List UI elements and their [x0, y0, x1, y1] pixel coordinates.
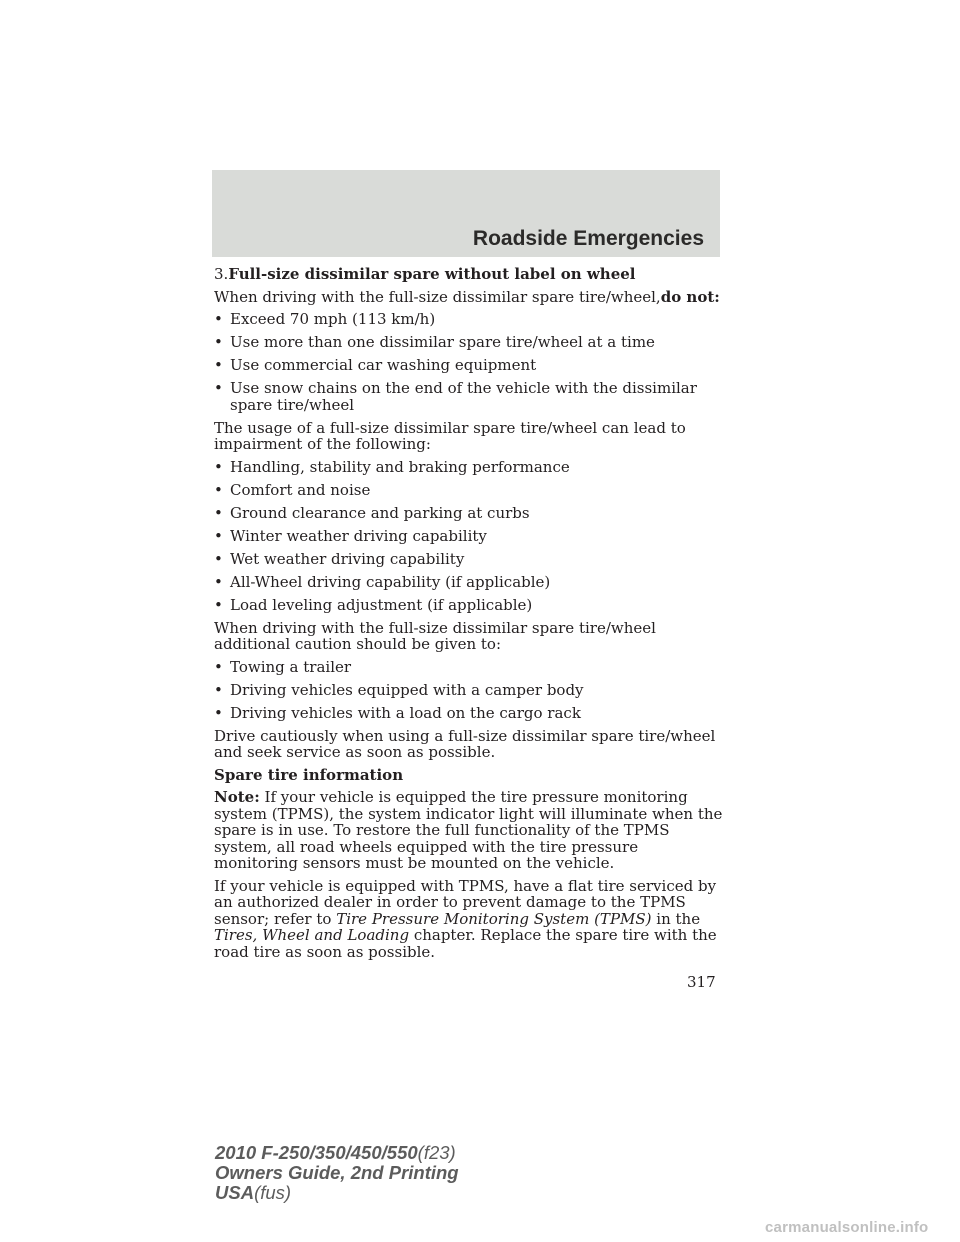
list-item-text: Ground clearance and parking at curbs	[230, 503, 530, 522]
section-3-number: 3.	[214, 265, 229, 283]
list-item-text: Wet weather driving capability	[230, 549, 465, 568]
bullet-icon: •	[214, 680, 223, 699]
watermark: carmanualsonline.info	[765, 1219, 929, 1236]
list-item	[214, 682, 724, 699]
caution-list	[214, 659, 724, 722]
bullet-icon: •	[214, 572, 223, 591]
list-item	[214, 380, 724, 413]
footer-market: USA	[215, 1182, 255, 1203]
note-paragraph	[214, 789, 724, 872]
footer-guide-line: Owners Guide, 2nd Printing	[215, 1162, 459, 1183]
bullet-icon: •	[214, 703, 223, 722]
list-item-text: Use snow chains on the end of the vehicle with the dissimilar spare tire/wheel	[230, 379, 697, 414]
do-not-list	[214, 311, 724, 413]
list-item-text: Towing a trailer	[230, 657, 352, 676]
section-header-band	[212, 170, 720, 257]
drive-cautiously-paragraph: Drive cautiously when using a full-size dissimilar spare tire/wheel and seek service as soon as possible.	[214, 726, 716, 761]
bullet-icon: •	[214, 356, 223, 374]
list-item-text: Comfort and noise	[230, 480, 371, 499]
list-item-text: Handling, stability and braking performance	[230, 457, 570, 476]
tpms-text-2: in the	[651, 909, 701, 928]
list-item-text: Load leveling adjustment (if applicable)	[230, 595, 533, 614]
section-3-title: Full-size dissimilar spare without label on wheel	[228, 265, 636, 283]
caution-intro: When driving with the full-size dissimilar spare tire/wheel additional caution should be given to:	[214, 618, 656, 653]
chapter-reference: Tires, Wheel and Loading	[214, 926, 410, 944]
tpms-text-3: chapter. Replace the spare tire with the road tire as soon as possible.	[214, 926, 717, 961]
impairment-intro: The usage of a full-size dissimilar spare tire/wheel can lead to impairment of the following:	[214, 418, 686, 453]
footer	[215, 1143, 459, 1203]
bullet-icon: •	[214, 657, 223, 676]
section-3-heading	[214, 266, 724, 283]
note-label: Note:	[214, 788, 260, 806]
tpms-text-1: If your vehicle is equipped with TPMS, have a flat tire serviced by an authorized dealer in order to prevent damage to the TPMS sensor; refer to	[214, 876, 717, 928]
bullet-icon: •	[214, 333, 223, 351]
spare-tire-heading: Spare tire information	[214, 765, 404, 784]
list-item	[214, 459, 724, 476]
list-item	[214, 334, 724, 351]
list-item	[214, 505, 724, 522]
list-item-text: Use commercial car washing equipment	[230, 356, 537, 374]
intro-paragraph	[214, 289, 724, 306]
list-item-text: Driving vehicles equipped with a camper body	[230, 680, 584, 699]
footer-model-code: (f23)	[417, 1142, 456, 1163]
list-item	[214, 659, 724, 676]
footer-market-line	[215, 1183, 459, 1203]
note-text: If your vehicle is equipped the tire pressure monitoring system (TPMS), the system indicator light will illuminate when the spare is in use. To restore the full functionality of the TPMS system, all road wheels equipped with the tire pressure monitoring sensors must be mounted on the vehicle.	[214, 788, 723, 872]
bullet-icon: •	[214, 503, 223, 522]
list-item	[214, 551, 724, 568]
intro-emphasis: do not:	[660, 287, 720, 306]
bullet-icon: •	[214, 595, 223, 614]
list-item	[214, 528, 724, 545]
footer-market-code: (fus)	[254, 1182, 292, 1203]
page-number: 317	[687, 973, 716, 991]
list-item	[214, 597, 724, 614]
bullet-icon: •	[214, 549, 223, 568]
list-item-text: Driving vehicles with a load on the cargo rack	[230, 703, 581, 722]
bullet-icon: •	[214, 480, 223, 499]
footer-model-line	[215, 1143, 459, 1163]
section-title: Roadside Emergencies	[472, 227, 704, 250]
bullet-icon: •	[214, 310, 223, 328]
list-item	[214, 311, 724, 328]
list-item	[214, 574, 724, 591]
impairment-list	[214, 459, 724, 614]
footer-model: 2010 F-250/350/450/550	[215, 1142, 418, 1163]
list-item-text: Use more than one dissimilar spare tire/wheel at a time	[230, 333, 655, 351]
bullet-icon: •	[214, 526, 223, 545]
bullet-icon: •	[214, 457, 223, 476]
intro-text: When driving with the full-size dissimilar spare tire/wheel,	[214, 287, 661, 306]
bullet-icon: •	[214, 379, 223, 397]
page-content	[214, 266, 724, 966]
list-item-text: Exceed 70 mph (113 km/h)	[230, 310, 436, 328]
list-item	[214, 357, 724, 374]
tpms-reference: Tire Pressure Monitoring System (TPMS)	[336, 909, 652, 928]
list-item	[214, 482, 724, 499]
list-item	[214, 705, 724, 722]
list-item-text: All-Wheel driving capability (if applicable)	[230, 572, 551, 591]
list-item-text: Winter weather driving capability	[230, 526, 487, 545]
tpms-paragraph	[214, 878, 724, 961]
